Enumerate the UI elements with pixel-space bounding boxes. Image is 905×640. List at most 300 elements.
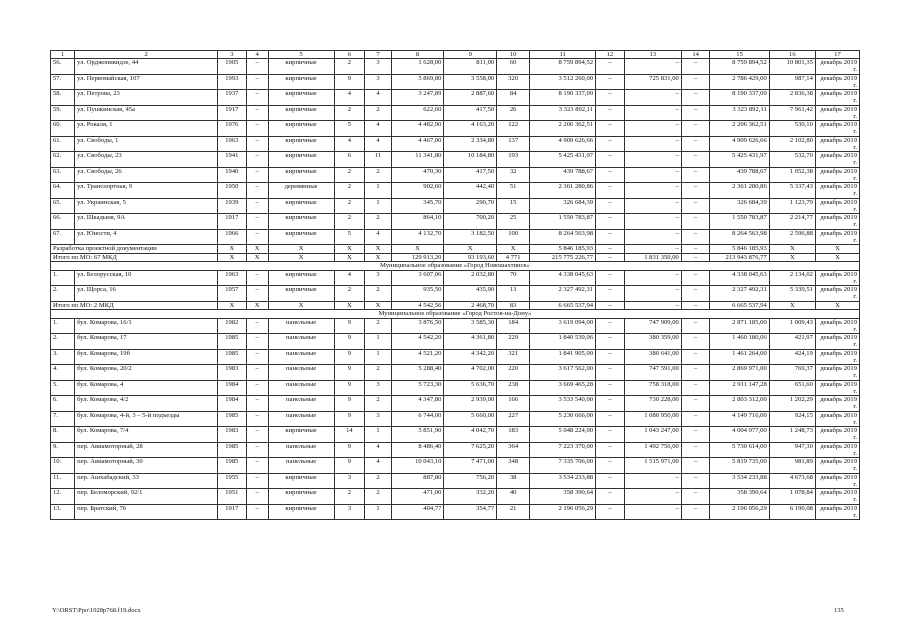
table-cell: –: [246, 442, 268, 458]
summary-cell: –: [596, 253, 625, 262]
table-cell: 1.: [51, 318, 75, 334]
table-cell: 2.: [51, 286, 75, 302]
table-cell: –: [246, 365, 268, 381]
table-cell: декабрь 2019 г.: [815, 270, 859, 286]
table-cell: декабрь 2019 г.: [815, 396, 859, 412]
table-cell: 4 361,80: [444, 334, 497, 350]
table-cell: ул. Транспортная, 9: [75, 183, 218, 199]
summary-cell: 4 542,56: [391, 301, 444, 310]
table-cell: декабрь 2019 г.: [815, 380, 859, 396]
table-cell: 321: [497, 349, 530, 365]
table-cell: 220: [497, 365, 530, 381]
summary-cell: X: [444, 245, 497, 254]
summary-cell: X: [268, 245, 334, 254]
table-cell: 348: [497, 458, 530, 474]
table-cell: 56.: [51, 59, 75, 75]
table-cell: декабрь 2019 г.: [815, 365, 859, 381]
table-cell: 2 836,38: [769, 90, 815, 106]
table-row: [51, 442, 860, 458]
table-row: [51, 198, 860, 214]
table-row: [51, 318, 860, 334]
table-cell: 2 887,60: [444, 90, 497, 106]
table-cell: –: [681, 74, 710, 90]
table-cell: 2 869 971,00: [710, 365, 769, 381]
table-cell: 100: [497, 229, 530, 245]
summary-cell: 5 846 185,93: [710, 245, 769, 254]
table-cell: 4.: [51, 365, 75, 381]
table-cell: –: [624, 152, 681, 168]
table-cell: 2: [334, 183, 365, 199]
table-cell: –: [246, 349, 268, 365]
table-cell: 747 909,00: [624, 318, 681, 334]
table-cell: –: [681, 380, 710, 396]
table-cell: 57.: [51, 74, 75, 90]
table-cell: ул. Свободы, 1: [75, 136, 218, 152]
table-row: [51, 136, 860, 152]
table-cell: –: [246, 59, 268, 75]
table-cell: –: [246, 90, 268, 106]
table-cell: 1985: [218, 458, 247, 474]
summary-cell: X: [218, 301, 247, 310]
table-cell: 439 788,67: [710, 167, 769, 183]
table-cell: 4 482,90: [391, 121, 444, 137]
column-number: 5: [268, 51, 334, 59]
table-cell: –: [596, 270, 625, 286]
table-cell: ул. Украинская, 5: [75, 198, 218, 214]
section-title: Муниципальное образование «Город Новошахтинск»: [51, 262, 860, 271]
table-cell: –: [246, 318, 268, 334]
table-cell: 622,60: [391, 105, 444, 121]
table-cell: декабрь 2019 г.: [815, 74, 859, 90]
table-cell: 1950: [218, 183, 247, 199]
table-cell: 2 196 056,29: [710, 504, 769, 520]
table-cell: кирпичные: [268, 229, 334, 245]
table-row: [51, 334, 860, 350]
table-cell: 238: [497, 380, 530, 396]
summary-cell: X: [769, 253, 815, 262]
table-cell: 32: [497, 167, 530, 183]
table-row: [51, 152, 860, 168]
table-cell: 747 591,00: [624, 365, 681, 381]
table-cell: декабрь 2019 г.: [815, 229, 859, 245]
table-cell: –: [596, 105, 625, 121]
table-cell: 2: [334, 286, 365, 302]
table-cell: –: [596, 427, 625, 443]
table-row: [51, 167, 860, 183]
table-cell: 8 759 894,52: [710, 59, 769, 75]
table-cell: 2: [365, 489, 391, 505]
table-cell: 2 134,02: [769, 270, 815, 286]
table-cell: 61.: [51, 136, 75, 152]
table-cell: 769,37: [769, 365, 815, 381]
table-cell: 1905: [218, 59, 247, 75]
table-cell: –: [246, 167, 268, 183]
table-cell: –: [681, 214, 710, 230]
table-cell: 4: [365, 442, 391, 458]
table-cell: панельные: [268, 411, 334, 427]
table-cell: –: [624, 121, 681, 137]
table-cell: –: [681, 458, 710, 474]
table-cell: 67.: [51, 229, 75, 245]
table-cell: –: [246, 380, 268, 396]
table-cell: бул. Комарова, 16/1: [75, 318, 218, 334]
table-cell: декабрь 2019 г.: [815, 198, 859, 214]
table-cell: –: [681, 365, 710, 381]
table-cell: –: [624, 229, 681, 245]
table-cell: бул. Комарова, 17: [75, 334, 218, 350]
table-cell: 1983: [218, 427, 247, 443]
table-cell: пер. Беломорский, 92/1: [75, 489, 218, 505]
table-cell: 3 669 465,28: [530, 380, 596, 396]
section-title: Муниципальное образование «Город Ростов-на-Дону»: [51, 310, 860, 319]
table-cell: 4 338 045,63: [710, 270, 769, 286]
table-cell: ул. Рокаля, 1: [75, 121, 218, 137]
table-cell: 2 334,80: [444, 136, 497, 152]
table-cell: 9.: [51, 442, 75, 458]
table-cell: 8 759 894,52: [530, 59, 596, 75]
summary-cell: X: [268, 253, 334, 262]
summary-cell: X: [815, 301, 859, 310]
table-cell: –: [681, 198, 710, 214]
table-cell: –: [681, 318, 710, 334]
table-cell: 12.: [51, 489, 75, 505]
table-cell: 5 723,30: [391, 380, 444, 396]
table-cell: 2 911 147,28: [710, 380, 769, 396]
table-cell: 1 840 539,06: [530, 334, 596, 350]
table-cell: кирпичные: [268, 427, 334, 443]
table-cell: 64.: [51, 183, 75, 199]
table-cell: –: [681, 136, 710, 152]
table-cell: –: [624, 270, 681, 286]
table-row: [51, 427, 860, 443]
table-cell: кирпичные: [268, 136, 334, 152]
table-cell: 3 323 892,11: [530, 105, 596, 121]
table-cell: –: [596, 396, 625, 412]
table-cell: –: [624, 214, 681, 230]
table-cell: 60: [497, 59, 530, 75]
table-cell: 1 492 756,00: [624, 442, 681, 458]
summary-cell: X: [334, 301, 365, 310]
table-cell: 981,89: [769, 458, 815, 474]
table-cell: –: [596, 458, 625, 474]
table-cell: –: [596, 74, 625, 90]
table-cell: –: [596, 380, 625, 396]
table-cell: 84: [497, 90, 530, 106]
table-cell: кирпичные: [268, 121, 334, 137]
table-cell: 3 558,00: [444, 74, 497, 90]
table-cell: 6 744,00: [391, 411, 444, 427]
table-cell: 1917: [218, 504, 247, 520]
table-row: [51, 473, 860, 489]
table-cell: 1985: [218, 349, 247, 365]
table-cell: –: [246, 427, 268, 443]
table-cell: 10.: [51, 458, 75, 474]
table-cell: 3 534 233,88: [530, 473, 596, 489]
table-cell: 358 390,64: [530, 489, 596, 505]
table-cell: кирпичные: [268, 59, 334, 75]
table-cell: 193: [497, 152, 530, 168]
table-cell: 25: [497, 214, 530, 230]
table-cell: панельные: [268, 442, 334, 458]
summary-cell: X: [246, 301, 268, 310]
table-cell: 184: [497, 318, 530, 334]
table-cell: –: [246, 229, 268, 245]
table-cell: кирпичные: [268, 286, 334, 302]
table-cell: 864,10: [391, 214, 444, 230]
table-cell: –: [681, 334, 710, 350]
table-cell: 1 460 180,06: [710, 334, 769, 350]
table-cell: 1 123,79: [769, 198, 815, 214]
table-row: [51, 59, 860, 75]
table-cell: 1985: [218, 442, 247, 458]
table-cell: панельные: [268, 380, 334, 396]
table-cell: 137: [497, 136, 530, 152]
table-cell: ул. Белорусская, 10: [75, 270, 218, 286]
table-row: [51, 121, 860, 137]
table-cell: 332,20: [444, 489, 497, 505]
table-cell: 417,50: [444, 167, 497, 183]
summary-cell: –: [681, 253, 710, 262]
table-cell: –: [246, 214, 268, 230]
summary-cell: –: [596, 301, 625, 310]
table-cell: –: [246, 198, 268, 214]
table-cell: 2 786 429,00: [710, 74, 769, 90]
table-cell: 13: [497, 286, 530, 302]
table-cell: 2 196 056,29: [530, 504, 596, 520]
summary-cell: X: [497, 245, 530, 254]
summary-cell: X: [365, 245, 391, 254]
summary-cell: –: [624, 245, 681, 254]
summary-cell: 213 943 876,77: [710, 253, 769, 262]
summary-cell: 4 771: [497, 253, 530, 262]
table-cell: –: [681, 349, 710, 365]
column-number: 11: [530, 51, 596, 59]
table-cell: 8.: [51, 427, 75, 443]
table-cell: 7 223 370,00: [530, 442, 596, 458]
table-cell: –: [246, 396, 268, 412]
table-cell: 4 542,20: [391, 334, 444, 350]
table-cell: декабрь 2019 г.: [815, 411, 859, 427]
table-cell: 730 228,00: [624, 396, 681, 412]
table-cell: 40: [497, 489, 530, 505]
table-cell: –: [596, 90, 625, 106]
table-cell: 424,19: [769, 349, 815, 365]
table-cell: декабрь 2019 г.: [815, 489, 859, 505]
table-cell: –: [246, 270, 268, 286]
table-cell: 4 338 045,63: [530, 270, 596, 286]
table-cell: 756,20: [444, 473, 497, 489]
table-cell: –: [596, 214, 625, 230]
summary-row: [51, 301, 860, 310]
table-cell: 924,15: [769, 411, 815, 427]
table-cell: 1963: [218, 270, 247, 286]
column-number: 10: [497, 51, 530, 59]
table-cell: 3 512 260,00: [530, 74, 596, 90]
table-cell: 5 660,00: [444, 411, 497, 427]
table-cell: декабрь 2019 г.: [815, 427, 859, 443]
table-cell: 8 264 563,98: [710, 229, 769, 245]
table-cell: 2 871 185,00: [710, 318, 769, 334]
document-path: Y:\ORST\Ppo\1028p768.f19.docx: [52, 607, 141, 614]
table-cell: 470,30: [391, 167, 444, 183]
table-cell: 4: [365, 458, 391, 474]
table-cell: 7 335 706,00: [530, 458, 596, 474]
table-cell: 8 486,40: [391, 442, 444, 458]
table-cell: 5 819 735,00: [710, 458, 769, 474]
table-cell: ул. Юности, 4: [75, 229, 218, 245]
table-cell: –: [624, 489, 681, 505]
table-cell: 1: [365, 504, 391, 520]
table-cell: 4 004 977,00: [710, 427, 769, 443]
table-cell: 532,70: [769, 152, 815, 168]
table-cell: –: [596, 349, 625, 365]
table-cell: 3: [365, 270, 391, 286]
table-cell: 9: [334, 365, 365, 381]
table-cell: 9: [334, 396, 365, 412]
table-cell: –: [624, 286, 681, 302]
table-cell: 1985: [218, 411, 247, 427]
table-cell: бул. Комарова, 20/2: [75, 365, 218, 381]
table-cell: 326 684,39: [710, 198, 769, 214]
table-cell: 2: [365, 214, 391, 230]
table-cell: декабрь 2019 г.: [815, 286, 859, 302]
table-cell: декабрь 2019 г.: [815, 152, 859, 168]
table-cell: 5: [334, 229, 365, 245]
table-cell: 14: [334, 427, 365, 443]
summary-cell: –: [596, 245, 625, 254]
table-cell: 1937: [218, 90, 247, 106]
table-cell: –: [624, 105, 681, 121]
table-cell: 10 184,80: [444, 152, 497, 168]
table-cell: декабрь 2019 г.: [815, 136, 859, 152]
table-cell: –: [596, 365, 625, 381]
table-cell: –: [624, 136, 681, 152]
table-cell: 4 467,00: [391, 136, 444, 152]
summary-cell: X: [334, 253, 365, 262]
table-cell: –: [246, 136, 268, 152]
table-cell: бул. Комарова, 19б: [75, 349, 218, 365]
table-cell: 65.: [51, 198, 75, 214]
table-cell: 651,60: [769, 380, 815, 396]
table-cell: 1 550 783,87: [530, 214, 596, 230]
summary-label: Итого по МО: 2 МКД: [51, 301, 218, 310]
table-cell: 63.: [51, 167, 75, 183]
table-cell: 3 533 540,00: [530, 396, 596, 412]
column-number: 3: [218, 51, 247, 59]
table-cell: 4 521,20: [391, 349, 444, 365]
table-cell: 9: [334, 318, 365, 334]
summary-cell: X: [246, 245, 268, 254]
table-cell: ул. Свободы, 23: [75, 152, 218, 168]
table-cell: 5 048 224,00: [530, 427, 596, 443]
table-cell: пер. Авиамоторный, 28: [75, 442, 218, 458]
table-cell: 4 909 626,66: [710, 136, 769, 152]
table-cell: –: [624, 183, 681, 199]
table-cell: 1: [365, 349, 391, 365]
table-cell: 364: [497, 442, 530, 458]
table-cell: 1 515 971,00: [624, 458, 681, 474]
table-cell: –: [596, 183, 625, 199]
table-cell: панельные: [268, 318, 334, 334]
table-cell: бул. Комарова, 4/2: [75, 396, 218, 412]
table-cell: 435,90: [444, 286, 497, 302]
table-cell: –: [681, 504, 710, 520]
table-cell: 758 318,00: [624, 380, 681, 396]
table-cell: 2 206 362,51: [710, 121, 769, 137]
table-cell: 1917: [218, 214, 247, 230]
table-cell: 2: [365, 365, 391, 381]
table-cell: –: [681, 396, 710, 412]
table-cell: 5 337,43: [769, 183, 815, 199]
table-cell: 8 264 563,98: [530, 229, 596, 245]
column-number: 14: [681, 51, 710, 59]
table-cell: –: [596, 229, 625, 245]
table-cell: 2 596,88: [769, 229, 815, 245]
summary-cell: X: [815, 253, 859, 262]
table-cell: –: [681, 473, 710, 489]
table-cell: 5 230 666,00: [530, 411, 596, 427]
table-cell: –: [681, 229, 710, 245]
summary-row: [51, 253, 860, 262]
table-cell: –: [596, 442, 625, 458]
table-cell: 1955: [218, 473, 247, 489]
table-cell: 2 803 312,00: [710, 396, 769, 412]
table-cell: 4 342,20: [444, 349, 497, 365]
table-cell: декабрь 2019 г.: [815, 349, 859, 365]
table-cell: 1: [365, 427, 391, 443]
table-cell: кирпичные: [268, 489, 334, 505]
table-cell: 9: [334, 442, 365, 458]
table-cell: –: [246, 286, 268, 302]
table-cell: 1941: [218, 152, 247, 168]
table-cell: 51: [497, 183, 530, 199]
table-cell: 1940: [218, 167, 247, 183]
table-cell: декабрь 2019 г.: [815, 167, 859, 183]
table-cell: 8 190 337,09: [530, 90, 596, 106]
table-cell: ул. Шкадыня, 9А: [75, 214, 218, 230]
table-cell: 4: [334, 270, 365, 286]
table-row: [51, 286, 860, 302]
table-cell: 1966: [218, 229, 247, 245]
table-cell: –: [681, 183, 710, 199]
table-cell: 5 730 614,00: [710, 442, 769, 458]
table-cell: 2 939,00: [444, 396, 497, 412]
table-cell: –: [246, 152, 268, 168]
summary-cell: X: [769, 301, 815, 310]
column-number: 13: [624, 51, 681, 59]
table-cell: 3: [365, 380, 391, 396]
table-cell: 4 347,80: [391, 396, 444, 412]
table-cell: 10 801,35: [769, 59, 815, 75]
table-cell: 2: [334, 59, 365, 75]
table-cell: 227: [497, 411, 530, 427]
table-cell: 1976: [218, 121, 247, 137]
table-cell: –: [246, 411, 268, 427]
summary-cell: 215 775 226,77: [530, 253, 596, 262]
table-cell: 725 831,00: [624, 74, 681, 90]
table-cell: –: [681, 270, 710, 286]
table-cell: бул. Комарова, 4-й, 3 – 5-й подъезды: [75, 411, 218, 427]
table-cell: 70: [497, 270, 530, 286]
table-cell: 354,77: [444, 504, 497, 520]
table-cell: 4 702,00: [444, 365, 497, 381]
table-cell: 11.: [51, 473, 75, 489]
summary-label: Разработка проектной документации: [51, 245, 218, 254]
table-cell: 1 080 950,00: [624, 411, 681, 427]
table-cell: 5 636,70: [444, 380, 497, 396]
table-row: [51, 458, 860, 474]
table-cell: –: [681, 152, 710, 168]
